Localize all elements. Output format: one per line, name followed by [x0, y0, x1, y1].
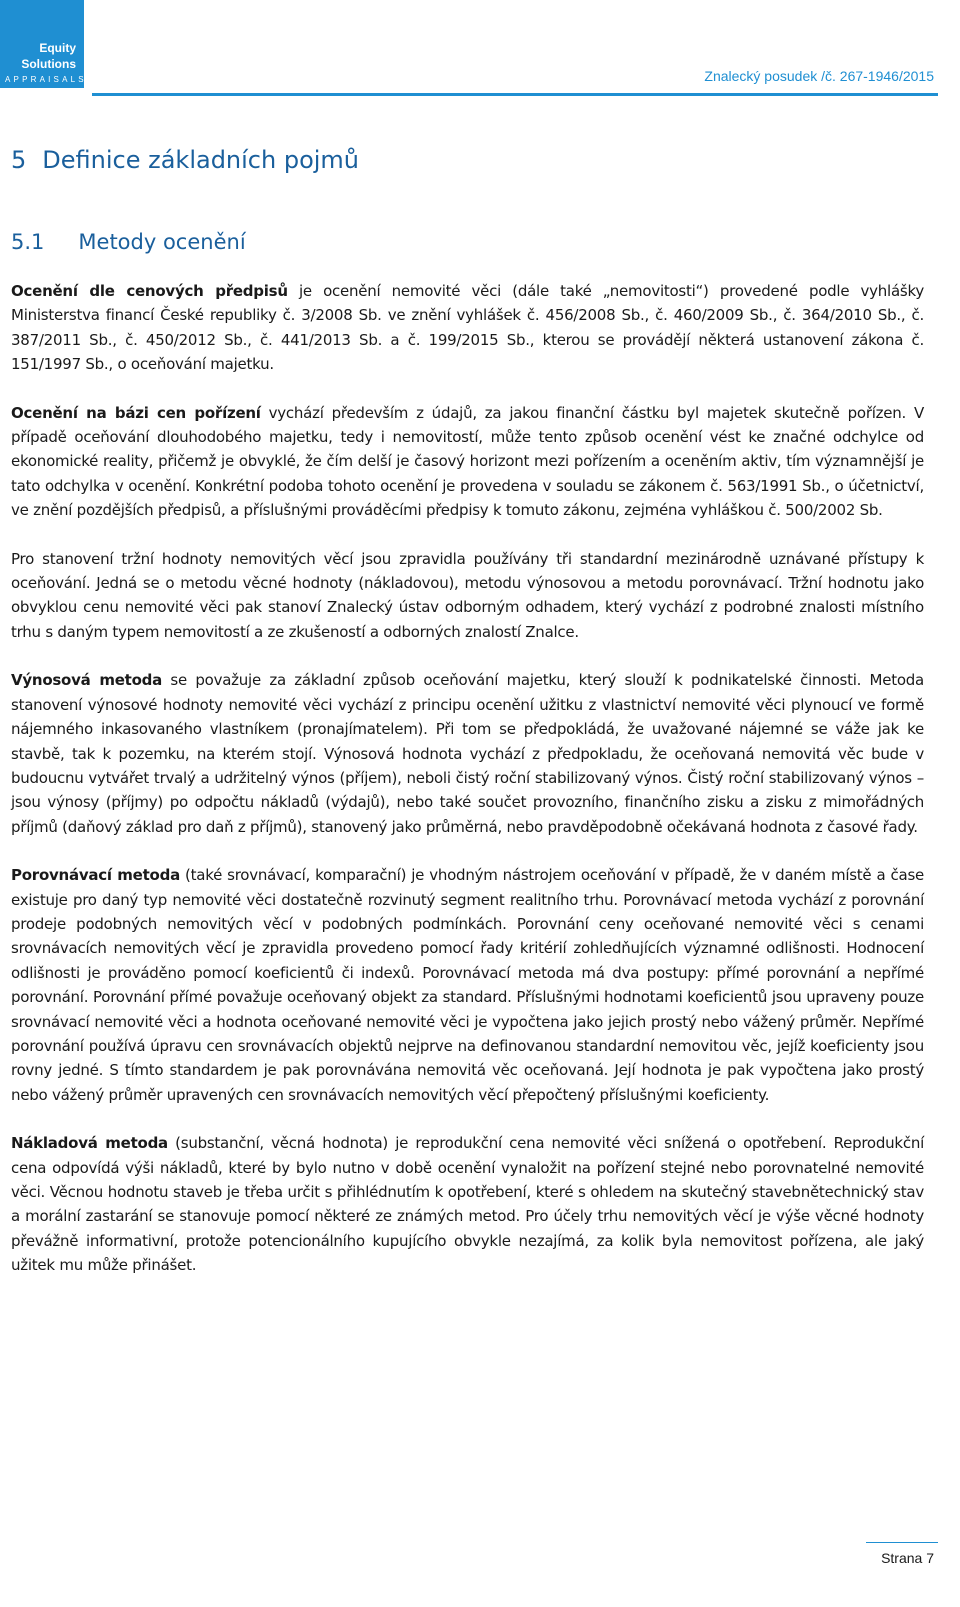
subsection-title: Metody ocenění [78, 230, 246, 254]
paragraph-cenove-predpisy [11, 279, 924, 377]
document-reference: Znalecký posudek /č. 267-1946/2015 [704, 68, 934, 84]
paragraph-lead: Nákladová metoda [11, 1134, 168, 1153]
paragraph-lead: Výnosová metoda [11, 671, 163, 690]
company-logo [0, 0, 87, 88]
paragraph-lead: Ocenění dle cenových předpisů [11, 282, 288, 300]
paragraph-vynosova-metoda [11, 668, 924, 839]
logo-line-solutions: Solutions [21, 57, 76, 71]
paragraph-text: Pro stanovení tržní hodnoty nemovitých věcí jsou zpravidla používány tři standardní mezinárodně uznávané přístupy k oceňování. Jedná se o metodu věcné hodnoty (nákladovou), metodu výnosovou a metodu porovnávací. Tržní hodnotu jako obvyklou cenu nemovité věci pak stanoví Znalecký ústav odborným odhadem, který vychází z podrobné znalosti místního trhu s daným typem nemovitostí a ze zkušeností a odborných znalostí Znalce. [11, 549, 924, 641]
logo-line-appraisals: APPRAISALS [5, 75, 87, 84]
paragraph-nakladova-metoda [11, 1131, 924, 1277]
paragraph-text: (také srovnávací, komparační) je vhodným nástrojem oceňování v případě, že v daném místě a čase existuje pro daný typ nemovité věci dostatečně rozvinutý segment realitního trhu. Porovnávací metoda vychází z porovnání prodeje podobných nemovitých věcí v podobných podmínkách. Porovnání ceny oceňované nemovité věci s cenami srovnávacích nemovitých věcí je zpravidla provedeno pomocí řady kritérií zohledňujících významné odlišnosti. Hodnocení odlišnosti je prováděno pomocí koeficientů či indexů. Porovnávací metoda má dva postupy: přímé porovnání a nepřímé porovnání. Porovnání přímé považuje oceňovaný objekt za standard. Příslušnými hodnotami koeficientů jsou upraveny pouze srovnávací nemovité věci a hodnota oceňované nemovité věci je vypočtena jako jejich prostý nebo vážený průměr. Nepřímé porovnání používá úpravu cen srovnávacích objektů nejprve na definovanou standardní nemovitou věc, jejíž koeficienty jsou rovny jedné. S tímto standardem je pak porovnávána nemovitá věc oceňovaná. Její hodnota je pak vypočtena jako prostý nebo vážený průměr upravených cen srovnávacích nemovitých věcí přepočtený příslušnými koeficienty. [11, 866, 924, 1104]
subsection-number: 5.1 [11, 230, 45, 254]
paragraph-text: je ocenění nemovité věci (dále také „nemovitosti“) provedené podle vyhlášky Ministerstva financí České republiky č. 3/2008 Sb. ve znění vyhlášek č. 456/2008 Sb., č. 460/2009 Sb., č. 364/2010 Sb., č. 387/2011 Sb., č. 450/2012 Sb., č. 441/2013 Sb. a č. 199/2015 Sb., kterou se provádějí některá ustanovení zákona č. 151/1997 Sb., o oceňování majetku. [11, 282, 924, 374]
paragraph-porovnavaci-metoda [11, 863, 924, 1107]
header-divider [92, 93, 938, 96]
page-number: Strana 7 [881, 1550, 934, 1566]
paragraph-text: vychází především z údajů, za jakou finanční částku byl majetek skutečně pořízen. V případě oceňování dlouhodobého majetku, tedy i nemovitostí, může tento způsob ocenění vést ke značné odchylce od ekonomické reality, přičemž je obvyklé, že čím delší je časový horizont mezi pořízením a oceněním aktiv, tím významnější je tato odchylka v ocenění. Konkrétní podoba tohoto ocenění je provedena v souladu se zákonem č. 563/1991 Sb., o účetnictví, ve znění pozdějších předpisů, a příslušnými prováděcími předpisy k tomuto zákonu, zejména vyhláškou č. 500/2002 Sb. [11, 403, 924, 520]
paragraph-trzni-hodnota [11, 547, 924, 645]
paragraph-text: (substanční, věcná hodnota) je reprodukční cena nemovité věci snížená o opotřebení. Reprodukční cena odpovídá výši nákladů, které by bylo nutno v době ocenění vynaložit na pořízení stejné nebo porovnatelné nemovité věci. Věcnou hodnotu staveb je třeba určit s přihlédnutím k opotřebení, které s ohledem na skutečný stavebnětechnický stav a morální zastarání se stanovuje pomocí některé ze známých metod. Pro účely trhu nemovitých věcí je výše věcné hodnoty převážně informativní, protože potencionálního kupujícího obvykle nezajímá, za kolik byla nemovitost pořízena, ale jaký užitek mu může přinášet. [11, 1134, 924, 1275]
section-title: Definice základních pojmů [42, 146, 360, 174]
subsection-heading [11, 230, 246, 254]
paragraph-ceny-porizeni [11, 401, 924, 523]
logo-line-equity: Equity [39, 41, 76, 55]
footer-divider [866, 1542, 938, 1543]
section-number: 5 [11, 146, 27, 174]
paragraph-lead: Porovnávací metoda [11, 866, 180, 885]
paragraph-text: se považuje za základní způsob oceňování majetku, který slouží k podnikatelské činnosti. Metoda stanovení výnosové hodnoty nemovité věci vychází z principu ocenění užitku z vlastnictví nemovité věci plynoucí ve formě nájemného inkasovaného vlastníkem (pronajímatelem). Při tom se předpokládá, že uvažované nájemné se váže jak ke stavbě, tak k pozemku, na kterém stojí. Výnosová hodnota vychází z předpokladu, že oceňovaná nemovitá věc bude v budoucnu vytvářet trvalý a udržitelný výnos (příjem), neboli čistý roční stabilizovaný výnos. Čistý roční stabilizovaný výnos – jsou výnosy (příjmy) po odpočtu nákladů (výdajů), nebo také součet provozního, finančního zisku a zisku z mimořádných příjmů (daňový základ pro daň z příjmů), stanovený jako průměrná, nebo pravděpodobně očekávaná hodnota z časové řady. [11, 671, 924, 836]
body-text [11, 279, 924, 1302]
paragraph-lead: Ocenění na bázi cen pořízení [11, 403, 261, 422]
section-heading [11, 146, 359, 174]
